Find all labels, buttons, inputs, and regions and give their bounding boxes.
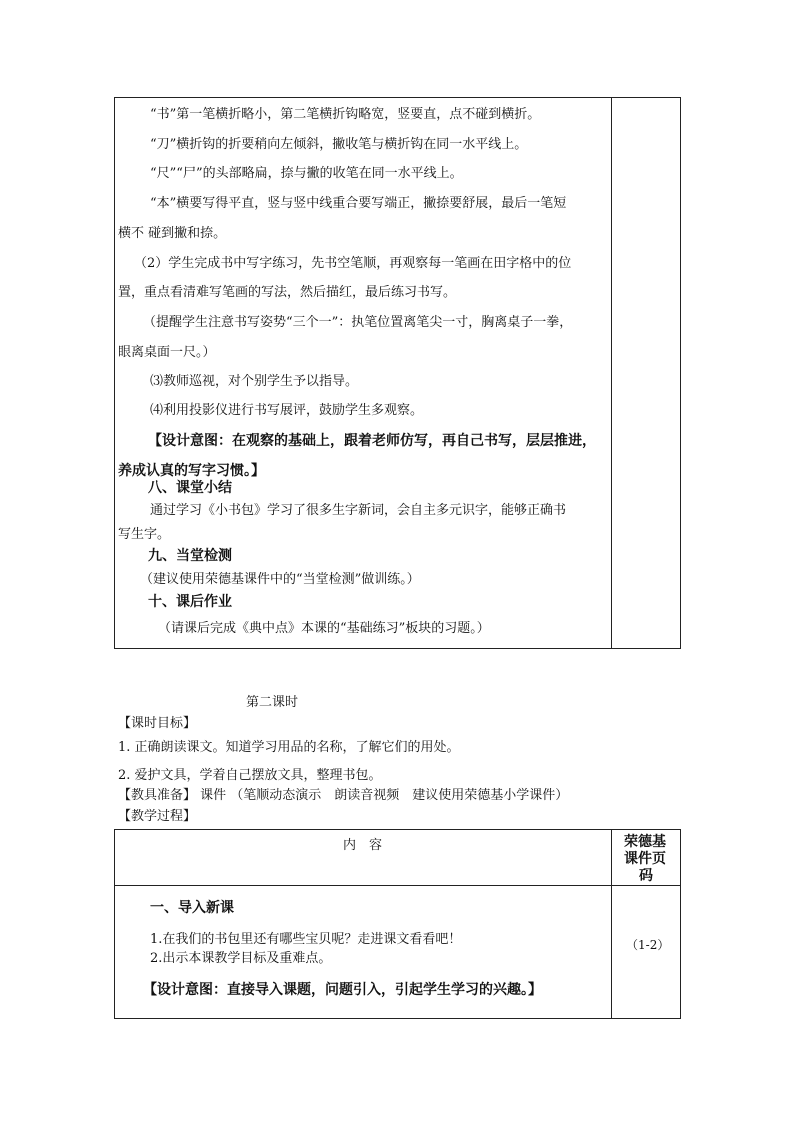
intro-line-2: 2.出示本课教学目标及重难点。 bbox=[150, 951, 332, 966]
practice-step-2: （2）学生完成书中写字练习，先书空笔顺，再观察每一笔画在田字格中的位 bbox=[134, 256, 572, 271]
courseware-header-3: 码 bbox=[639, 868, 653, 884]
intro-heading: 一、导入新课 bbox=[150, 900, 234, 916]
goal-1: 1. 正确朗读课文。知道学习用品的名称，了解它们的用处。 bbox=[118, 740, 460, 755]
intro-design-intent: 【设计意图：直接导入课题，问题引入，引起学生学习的兴趣。】 bbox=[143, 982, 542, 998]
heading-summary: 八、课堂小结 bbox=[148, 480, 232, 496]
posture-reminder: （提醒学生注意书写姿势“三个一”：执笔位置离笔尖一寸，胸离桌子一拳， bbox=[143, 315, 573, 330]
content-column-header: 内 容 bbox=[343, 838, 383, 853]
practice-step-2-cont: 置，重点看清难写笔画的写法，然后描红，最后练习书写。 bbox=[118, 285, 457, 300]
practice-step-4: ⑷利用投影仪进行书写展评，鼓励学生多观察。 bbox=[150, 403, 424, 418]
posture-reminder-cont: 眼离桌面一尺。） bbox=[118, 345, 216, 360]
stroke-note-ben: “本”横要写得平直，竖与竖中线重合要写端正，撇捺要舒展，最后一笔短 bbox=[150, 196, 567, 211]
lesson-heading: 第二课时 bbox=[246, 695, 299, 710]
goal-label: 【课时目标】 bbox=[118, 716, 197, 731]
summary-text-cont: 写生字。 bbox=[118, 527, 171, 542]
courseware-page-ref: （1-2） bbox=[626, 938, 670, 952]
design-intent: 【设计意图：在观察的基础上，跟着老师仿写，再自己书写，层层推进， bbox=[148, 433, 596, 449]
materials-prep: 【教具准备】 课件 （笔顺动态演示 朗读音视频 建议使用荣德基小学课件） bbox=[118, 788, 569, 803]
design-intent-cont: 养成认真的写字习惯。】 bbox=[118, 463, 265, 479]
check-text: （建议使用荣德基课件中的“当堂检测”做训练。） bbox=[140, 572, 420, 587]
courseware-header-1: 荣德基 bbox=[624, 834, 666, 850]
heading-check: 九、当堂检测 bbox=[148, 548, 232, 564]
stroke-note-chi: “尺”“尸”的头部略扁，捺与撇的收笔在同一水平线上。 bbox=[150, 166, 463, 181]
stroke-note-dao: “刀”横折钩的折要稍向左倾斜，撇收笔与横折钩在同一水平线上。 bbox=[150, 137, 528, 152]
courseware-header-2: 课件页 bbox=[624, 851, 666, 867]
stroke-note-ben-cont: 横不 碰到撇和捺。 bbox=[118, 226, 227, 241]
table1-column-divider bbox=[611, 97, 612, 649]
stroke-note-shu: “书”第一笔横折略小，第二笔横折钩略宽，竖要直，点不碰到横折。 bbox=[150, 107, 541, 122]
summary-text: 通过学习《小书包》学习了很多生字新词，会自主多元识字，能够正确书 bbox=[150, 503, 567, 518]
heading-homework: 十、课后作业 bbox=[148, 594, 232, 610]
table2-column-divider bbox=[611, 829, 612, 1019]
homework-text: （请课后完成《典中点》本课的“基础练习”板块的习题。） bbox=[158, 621, 490, 636]
goal-2: 2. 爱护文具，学着自己摆放文具，整理书包。 bbox=[118, 768, 382, 783]
process-label: 【教学过程】 bbox=[118, 809, 197, 824]
practice-step-3: ⑶教师巡视，对个别学生予以指导。 bbox=[150, 374, 359, 389]
table2-header-divider bbox=[114, 885, 681, 886]
intro-line-1: 1.在我们的书包里还有哪些宝贝呢？走进课文看看吧！ bbox=[150, 932, 462, 947]
